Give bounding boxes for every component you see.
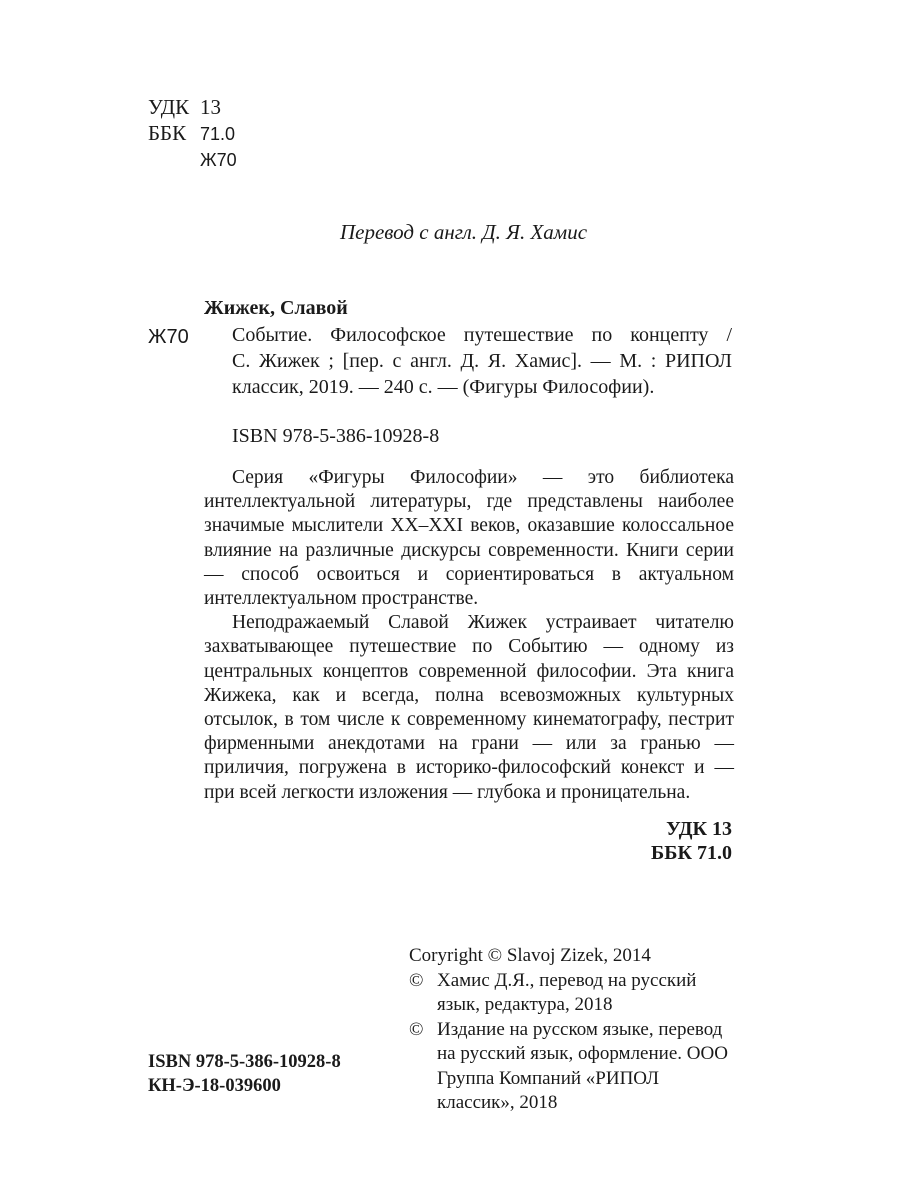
author-mark: Ж70	[200, 150, 237, 170]
copyright-translation-row	[409, 969, 739, 1018]
biblio-line: С. Жижек ; [пер. с англ. Д. Я. Хамис]. — М. : РИПОЛ	[232, 350, 732, 372]
biblio-line: Событие. Философское путешествие по концепту /	[232, 324, 732, 346]
bbk-label: ББК	[148, 121, 187, 145]
bibliographic-description	[232, 322, 732, 400]
bbk-value: 71.0	[200, 124, 236, 144]
copyright-block	[409, 944, 739, 1116]
annotation-paragraph: Неподражаемый Славой Жижек устраивает читателю захватывающее путешествие по Событию — одному из центральных концептов современной философии. Эта книга Жижека, как и всегда, полна всевозможных культурных отсылок, в том числе к современному кинематографу, пестрит фирменными анекдотами на грани — или за гранью — приличия, погружена в историко-философский конекст и — при всей легкости изложения — глубока и проницательна.	[204, 612, 734, 803]
copyright-edition	[437, 1018, 739, 1116]
copyright-original: Coryright © Slavoj Zizek, 2014	[409, 945, 651, 966]
copyright-edition-2: ООО Группа Компаний «РИПОЛ классик», 2018	[437, 1043, 728, 1113]
annotation-paragraph: Серия «Фигуры Философии» — это библиотека интеллектуальной литературы, где представлены наиболее значимые мыслители XX–XXI веков, оказавшие колоссальное влияние на различные дискурсы современности. Книги серии — способ освоиться и сориентироваться в актуальном интеллектуальном пространстве.	[204, 467, 734, 610]
author-mark-row	[148, 146, 237, 173]
udk-value: 13	[200, 95, 221, 119]
kn-code: КН-Э-18-039600	[148, 1076, 281, 1096]
copyright-edition-1: Издание на русском языке, перевод на русский язык, оформление.	[437, 1018, 723, 1064]
copyright-edition-row	[409, 1018, 739, 1116]
translator-note: Перевод с англ. Д. Я. Хамис	[340, 220, 588, 244]
catalog-author-mark: Ж70	[148, 326, 189, 348]
copyright-symbol: ©	[409, 969, 424, 991]
udk-label: УДК	[148, 95, 190, 119]
bbk-row	[148, 120, 235, 147]
biblio-line: классик, 2019. — 240 с. — (Фигуры Философии).	[232, 376, 655, 398]
copyright-translation: Хамис Д.Я., перевод на русский язык, редактура, 2018	[437, 969, 697, 1015]
udk-row	[148, 94, 221, 120]
catalog-isbn: ISBN 978-5-386-10928-8	[232, 425, 440, 447]
udk-code: УДК 13	[666, 818, 732, 840]
annotation	[204, 466, 734, 805]
author-heading: Жижек, Славой	[204, 297, 348, 319]
copyright-symbol: ©	[409, 1018, 424, 1040]
isbn-bottom: ISBN 978-5-386-10928-8	[148, 1052, 341, 1072]
classification-codes-right	[651, 817, 732, 865]
isbn-block	[148, 1050, 341, 1098]
bbk-code: ББК 71.0	[651, 842, 732, 864]
